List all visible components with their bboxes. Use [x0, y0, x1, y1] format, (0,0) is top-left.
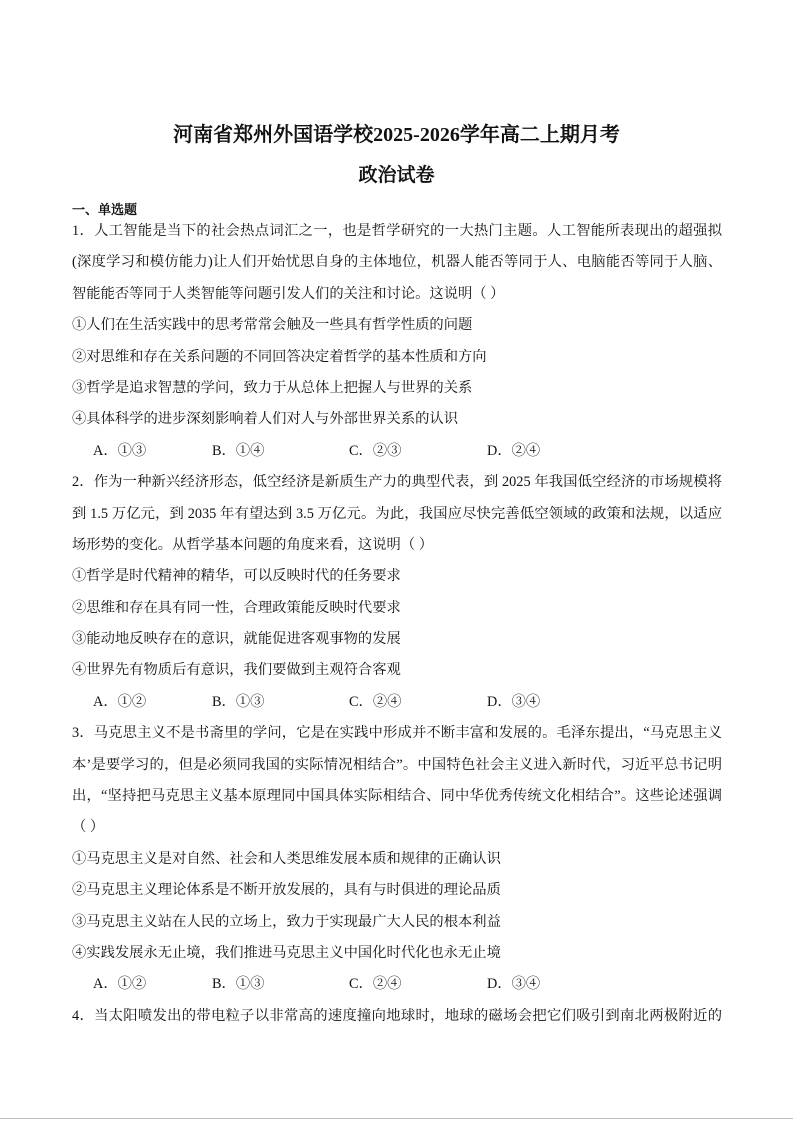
question-4 — [72, 1001, 722, 1032]
exam-subject: 政治试卷 — [358, 165, 435, 186]
answer-choice-a: A．①② — [93, 693, 147, 710]
question-3 — [72, 718, 722, 1001]
question-list — [72, 216, 722, 1032]
question-statement: ④实践发展永无止境，我们推进马克思主义中国化时代化也永无止境 — [72, 944, 501, 961]
question-statement: ①哲学是时代精神的精华，可以反映时代的任务要求 — [72, 568, 401, 585]
question-statement: ①人们在生活实践中的思考常常会触及一些具有哲学性质的问题 — [72, 317, 473, 334]
exam-title: 河南省郑州外国语学校2025-2026学年高二上期月考 — [173, 124, 620, 146]
question-statement: ①马克思主义是对自然、社会和人类思维发展本质和规律的正确认识 — [72, 850, 501, 867]
question-stem-line: 场形势的变化。从哲学基本问题的角度来看，这说明（ ） — [72, 536, 433, 553]
question-statement: ②马克思主义理论体系是不断开放发展的，具有与时俱进的理论品质 — [72, 882, 501, 899]
question-stem-line: 3．马克思主义不是书斋里的学问，它是在实践中形成并不断丰富和发展的。毛泽东提出，“马克思主义 — [72, 725, 722, 742]
answer-choice-b: B．①③ — [212, 693, 265, 710]
question-2 — [72, 467, 722, 718]
answer-choice-a: A．①③ — [93, 442, 147, 459]
question-stem-line: 到 1.5 万亿元，到 2035 年有望达到 3.5 万亿元。为此，我国应尽快完善低空领域的政策和法规，以适应 — [72, 505, 722, 522]
section-heading: 一、单选题 — [72, 202, 138, 217]
answer-choice-c: C．②③ — [349, 442, 402, 459]
question-stem-line: 1．人工智能是当下的社会热点词汇之一，也是哲学研究的一大热门主题。人工智能所表现出的超强拟 — [72, 223, 722, 239]
answer-choice-d: D．③④ — [487, 693, 541, 710]
answer-choice-c: C．②④ — [349, 976, 402, 993]
answer-choices — [72, 687, 722, 718]
question-statement: ②对思维和存在关系问题的不同回答决定着哲学的基本性质和方向 — [72, 348, 487, 365]
question-stem-line: 4．当太阳喷发出的带电粒子以非常高的速度撞向地球时，地球的磁场会把它们吸引到南北两极附近的 — [72, 1007, 722, 1024]
question-stem-line: 2．作为一种新兴经济形态，低空经济是新质生产力的典型代表，到 2025 年我国低空经济的市场规模将 — [72, 474, 722, 491]
answer-choice-a: A．①② — [93, 976, 147, 993]
question-statement: ③哲学是追求智慧的学问，致力于从总体上把握人与世界的关系 — [72, 379, 473, 396]
question-statement: ③能动地反映存在的意识，就能促进客观事物的发展 — [72, 631, 401, 648]
question-stem-line: 智能能否等同于人类智能等问题引发人们的关注和讨论。这说明（ ） — [72, 285, 505, 302]
answer-choices — [72, 969, 722, 1000]
question-stem-line: 出，“坚持把马克思主义基本原理同中国具体实际相结合、同中华优秀传统文化相结合”。这些论述强调 — [72, 788, 722, 805]
answer-choice-b: B．①④ — [212, 442, 265, 459]
question-stem-line: （ ） — [72, 819, 105, 836]
question-statement: ④具体科学的进步深刻影响着人们对人与外部世界关系的认识 — [72, 411, 459, 428]
question-stem-line: 本’是要学习的，但是必须同我国的实际情况相结合”。中国特色社会主义进入新时代，习近平总书记明 — [72, 756, 722, 773]
question-statement: ②思维和存在具有同一性，合理政策能反映时代要求 — [72, 599, 401, 616]
question-1 — [72, 216, 722, 467]
question-statement: ④世界先有物质后有意识，我们要做到主观符合客观 — [72, 662, 401, 679]
answer-choice-d: D．③④ — [487, 976, 541, 993]
question-statement: ③马克思主义站在人民的立场上，致力于实现最广大人民的根本利益 — [72, 913, 501, 930]
answer-choice-d: D．②④ — [487, 442, 541, 459]
question-stem-line: (深度学习和模仿能力)让人们开始忧思自身的主体地位，机器人能否等同于人、电脑能否等同于人脑、 — [72, 254, 722, 271]
answer-choice-b: B．①③ — [212, 976, 265, 993]
page-bottom-divider — [0, 1118, 793, 1119]
answer-choice-c: C．②④ — [349, 693, 402, 710]
answer-choices — [72, 436, 722, 467]
